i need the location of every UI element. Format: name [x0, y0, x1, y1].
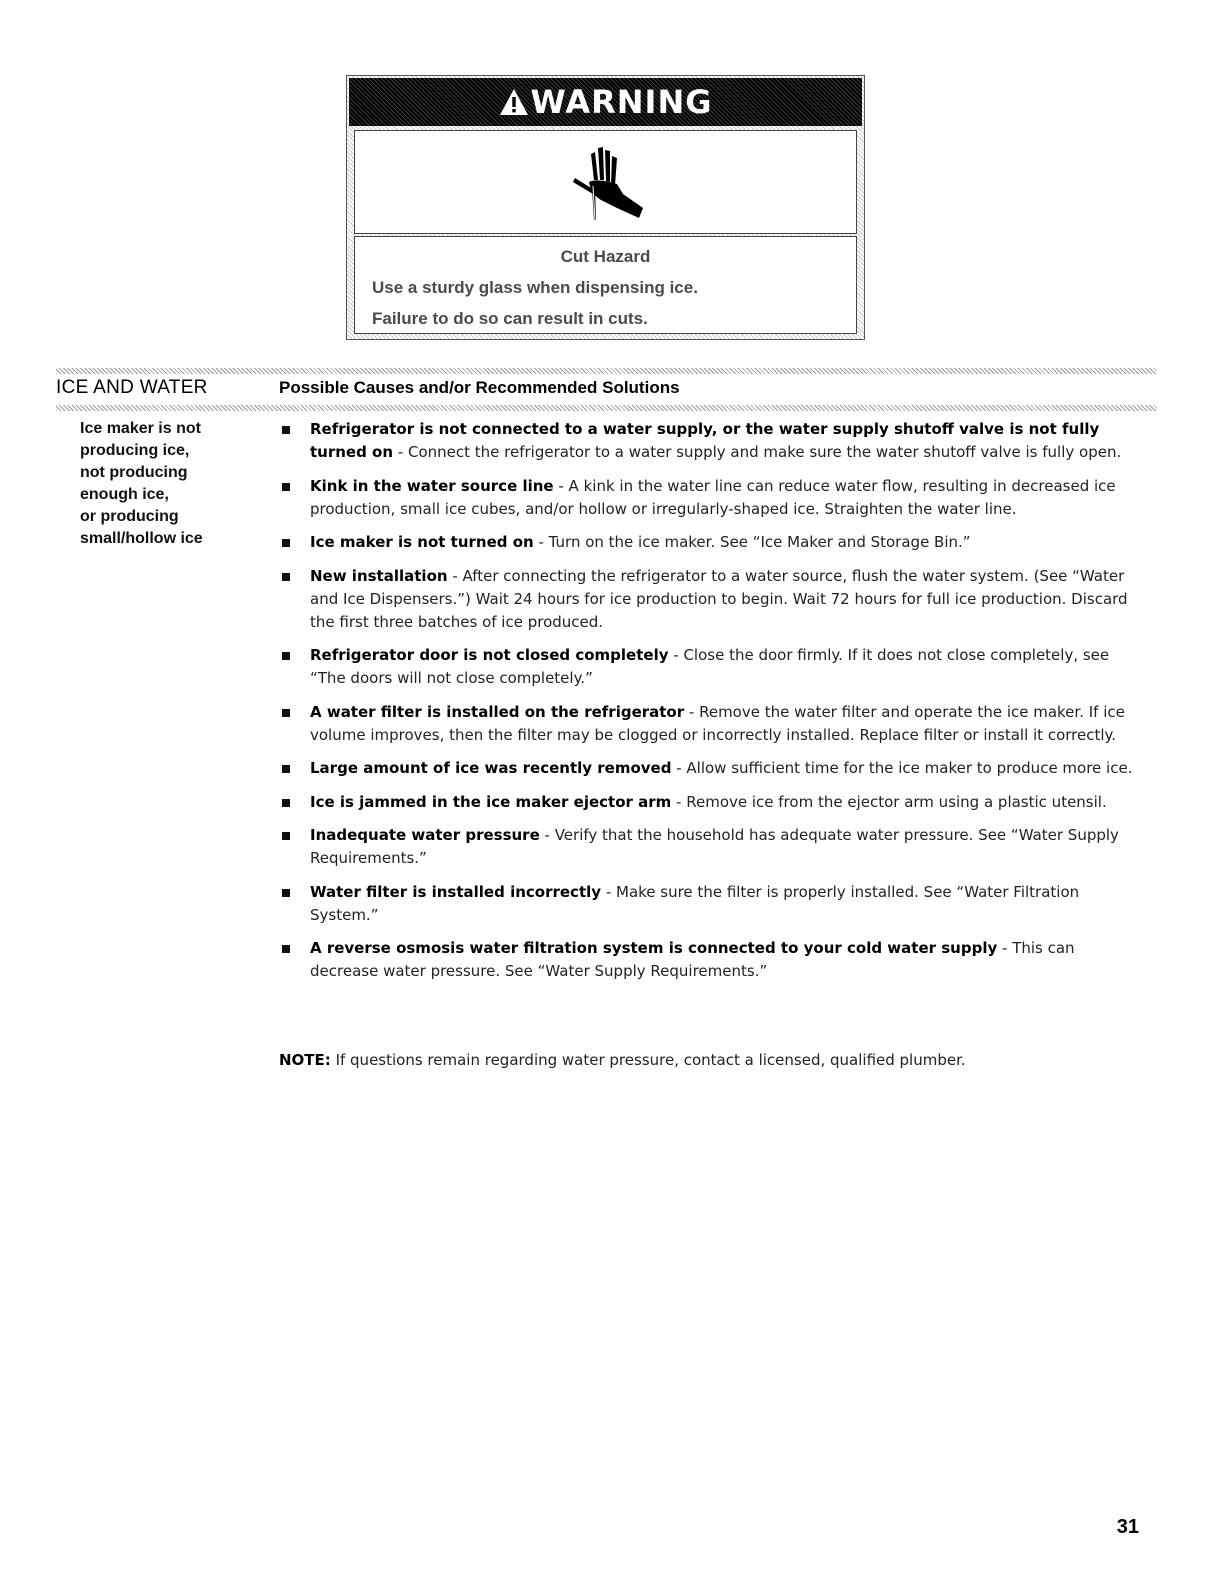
- cause-label: New installation: [310, 566, 448, 585]
- list-item: [282, 937, 1142, 983]
- problem-description: Ice maker is not producing ice, not producing enough ice, or producing small/hollow ice: [80, 420, 203, 547]
- page-number: 31: [1116, 1516, 1139, 1538]
- hazard-instruction: Use a sturdy glass when dispensing ice.: [372, 278, 698, 297]
- cause-label: Refrigerator door is not closed completely: [310, 646, 669, 664]
- cut-hazard-hand-icon: [561, 142, 651, 222]
- solution-text: - A kink in the water line can reduce water flow, resulting in decreased ice production, small ice cubes, and/or hollow or irregularly-shaped ice. Straighten the water line.: [310, 476, 1116, 518]
- solution-text: - Allow sufficient time for the ice maker to produce more ice.: [671, 759, 1133, 777]
- list-item: [282, 418, 1142, 464]
- hazard-consequence: Failure to do so can result in cuts.: [372, 309, 648, 328]
- column-heading: Possible Causes and/or Recommended Solutions: [279, 378, 680, 397]
- cause-label: Ice maker is not turned on: [310, 533, 534, 551]
- bullet-icon: [282, 483, 290, 491]
- solution-text: - After connecting the refrigerator to a water source, flush the water system. (See “Water and Ice Dispensers.”) Wait 24 hours for ice production to begin. Wait 72 hours for full ice production. Discard the first three batches of ice produced.: [310, 566, 1128, 631]
- solutions-list: [282, 418, 1142, 994]
- cause-label: Large amount of ice was recently removed: [310, 759, 672, 777]
- warning-title: [499, 83, 713, 121]
- cause-label: A water filter is installed on the refrigerator: [310, 702, 685, 721]
- list-item: [282, 644, 1142, 690]
- warning-text-panel: [354, 236, 857, 334]
- solution-text: - Verify that the household has adequate water pressure. See “Water Supply Requirements.”: [310, 826, 1119, 867]
- cause-label: Kink in the water source line: [310, 476, 554, 495]
- bullet-icon: [282, 832, 290, 840]
- bullet-icon: [282, 799, 290, 807]
- warning-icon-panel: [354, 130, 857, 234]
- bullet-icon: [282, 426, 290, 434]
- solution-text: - Remove ice from the ejector arm using a plastic utensil.: [671, 792, 1107, 811]
- bullet-icon: [282, 889, 290, 897]
- bullet-icon: [282, 765, 290, 773]
- bullet-icon: [282, 573, 290, 581]
- warning-box: [346, 75, 865, 340]
- cause-label: Ice is jammed in the ice maker ejector arm: [310, 792, 672, 811]
- bullet-icon: [282, 539, 290, 547]
- header-rule-bottom: [56, 405, 1157, 411]
- solution-text: - This can decrease water pressure. See “Water Supply Requirements.”: [310, 939, 1075, 980]
- note-text: If questions remain regarding water pressure, contact a licensed, qualified plumber.: [330, 1051, 966, 1069]
- list-item: [282, 701, 1142, 747]
- bullet-icon: [282, 945, 290, 953]
- solution-text: - Close the door firmly. If it does not close completely, see “The doors will not close completely.”: [310, 646, 1110, 687]
- alert-triangle-icon: [499, 88, 529, 116]
- list-item: [282, 565, 1142, 634]
- list-item: [282, 757, 1142, 780]
- solution-text: - Make sure the filter is properly installed. See “Water Filtration System.”: [310, 882, 1080, 924]
- warning-title-text: WARNING: [530, 83, 713, 121]
- note: [279, 1049, 1159, 1072]
- solution-text: - Turn on the ice maker. See “Ice Maker and Storage Bin.”: [533, 533, 971, 551]
- warning-header: [349, 78, 862, 126]
- note-label: NOTE:: [279, 1051, 331, 1069]
- solution-text: - Remove the water filter and operate the ice maker. If ice volume improves, then the filter may be clogged or incorrectly installed. Replace filter or install it correctly.: [310, 702, 1125, 744]
- list-item: [282, 475, 1142, 521]
- list-item: [282, 881, 1142, 927]
- list-item: [282, 531, 1142, 554]
- list-item: [282, 791, 1142, 814]
- solution-text: - Connect the refrigerator to a water supply and make sure the water shutoff valve is fully open.: [393, 443, 1122, 461]
- cause-label: Inadequate water pressure: [310, 826, 540, 844]
- hazard-title: Cut Hazard: [560, 247, 651, 266]
- cause-label: Refrigerator is not connected to a water supply, or the water supply shutoff valve is not fully turned on: [310, 420, 1100, 461]
- list-item: [282, 824, 1142, 870]
- header-rule-top: [56, 368, 1157, 374]
- bullet-icon: [282, 709, 290, 717]
- bullet-icon: [282, 652, 290, 660]
- cause-label: A reverse osmosis water filtration system is connected to your cold water supply: [310, 939, 998, 957]
- section-heading: ICE AND WATER: [56, 377, 208, 398]
- cause-label: Water filter is installed incorrectly: [310, 882, 602, 901]
